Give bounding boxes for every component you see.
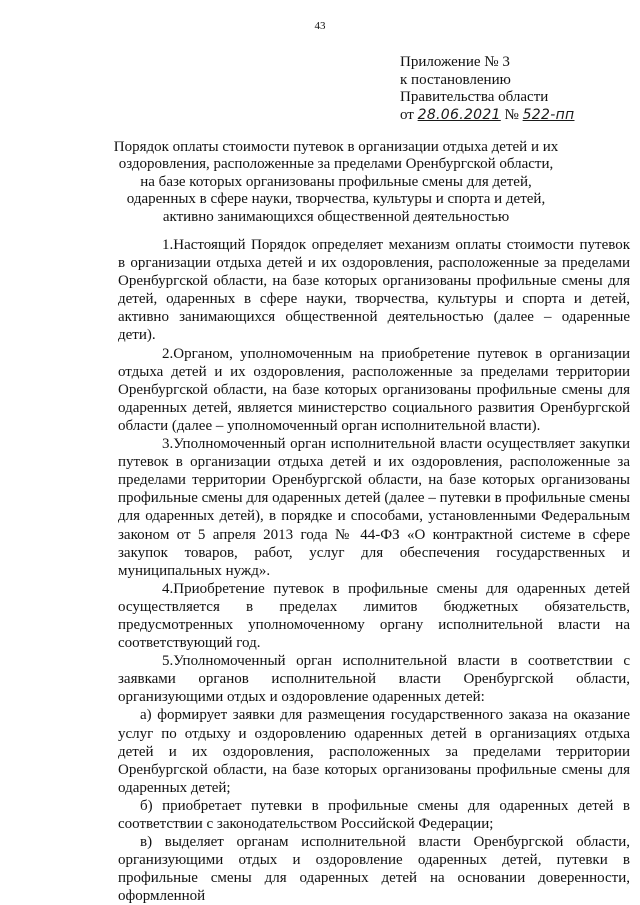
paragraph-number: 2. (162, 345, 174, 362)
paragraph-text: Органом, уполномоченным на приобретение путевок в организации отдыха детей и их оздоровления, расположенные за пределами территории Оренбургской области, на базе которых организованы профильные смены для одаренных детей, является министерство социального развития Оренбургской области (далее – уполномоченный орган исполнительной власти). (118, 345, 630, 434)
paragraph-number: 4. (162, 580, 174, 597)
appendix-header (400, 54, 574, 124)
appendix-line-1: Приложение № 3 (400, 54, 510, 70)
paragraph-text: Настоящий Порядок определяет механизм оплаты стоимости путевок в организации отдыха детей и их оздоровления, расположенные за пределами Оренбургской области, на базе которых организованы профильные смены для детей, одаренных в сфере науки, творчества, культуры и спорта и детей, активно занимающихся общественной деятельностью (далее – одаренные дети). (118, 237, 630, 344)
appendix-line-2: к постановлению (400, 71, 511, 88)
document-body (118, 236, 630, 905)
paragraph-1 (118, 236, 630, 345)
paragraph-2 (118, 345, 630, 435)
handwritten-date: 28.06.2021 (417, 106, 501, 123)
appendix-line-3: Правительства области (400, 89, 549, 105)
subparagraph-b: б) приобретает путевки в профильные смены для одаренных детей в соответствии с законодательством Российской Федерации; (118, 797, 630, 832)
subparagraph-a: а) формирует заявки для размещения государственного заказа на оказание услуг по отдыху и оздоровлению одаренных детей в организациях отдыха детей и их оздоровления, расположенных за пределами территории Оренбургской области, на базе которых организованы профильные смены для одаренных детей; (118, 707, 630, 796)
paragraph-number: 5. (162, 653, 174, 670)
paragraph-number: 1. (162, 237, 174, 253)
date-prefix: от (400, 106, 414, 123)
paragraph-text: Уполномоченный орган исполнительной власти в соответствии с заявками органов исполнительной власти Оренбургской области, организующими отдых и оздоровление одаренных детей: (118, 653, 630, 706)
number-prefix: № (504, 106, 519, 123)
paragraph-4 (118, 580, 630, 652)
paragraph-5 (118, 652, 630, 706)
document-title: Порядок оплаты стоимости путевок в организации отдыха детей и их оздоровления, расположенные за пределами Оренбургской области, на базе которых организованы профильные смены для детей, одаренных в сфере науки, творчества, культуры и спорта и детей, активно занимающихся общественной деятельностью (113, 139, 559, 225)
paragraph-text: Приобретение путевок в профильные смены для одаренных детей осуществляется в пределах лимитов бюджетных обязательств, предусмотренных уполномоченному органу исполнительной власти на соответствующий год. (118, 580, 630, 652)
appendix-line-4 (400, 107, 574, 125)
paragraph-number: 3. (162, 436, 174, 453)
handwritten-number: 522-пп (522, 106, 575, 123)
paragraph-3 (118, 435, 630, 580)
subparagraph-v: в) выделяет органам исполнительной власти Оренбургской области, организующими отдых и оздоровление одаренных детей, путевки в профильные смены для одаренных детей на основании доверенности, оформленной (118, 834, 630, 905)
page-number: 43 (314, 20, 326, 32)
paragraph-text: Уполномоченный орган исполнительной власти осуществляет закупки путевок в организации отдыха детей и их оздоровления, расположенные за пределами территории Оренбургской области, на базе которых организованы профильные смены для одаренных детей (далее – путевки в профильные смены для одаренных детей), в порядке и способами, установленными Федеральным законом от 5 апреля 2013 года № 44-ФЗ «О контрактной системе в сфере закупок товаров, работ, услуг для обеспечения государственных и муниципальных нужд». (118, 436, 630, 579)
